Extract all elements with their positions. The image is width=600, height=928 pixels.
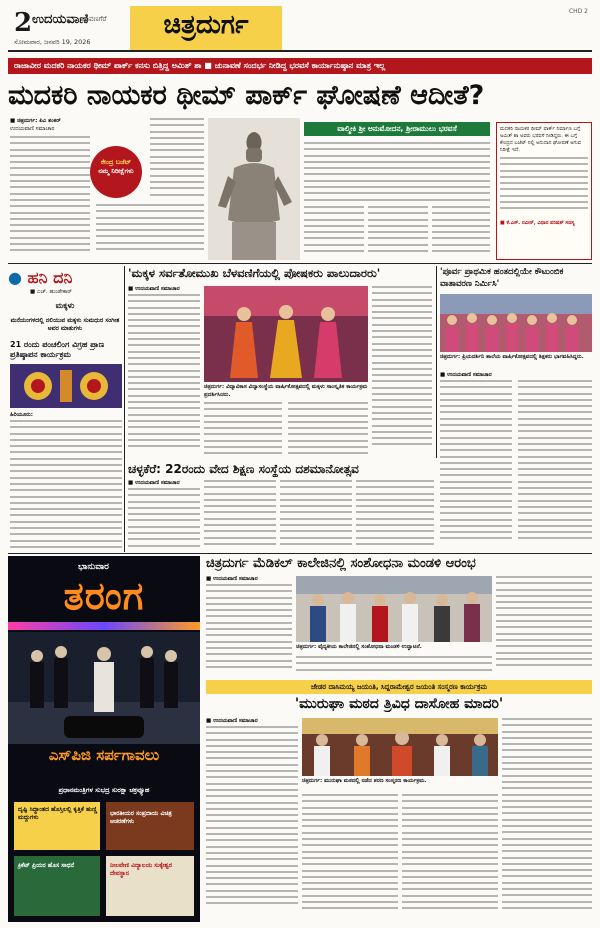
story2-col4	[372, 286, 432, 458]
story4-byline: ■ ಉದಯವಾಣಿ ಸಮಾಚಾರ	[128, 480, 180, 486]
story5-byline: ■ ಉದಯವಾಣಿ ಸಮಾಚಾರ	[206, 576, 258, 582]
drop-icon: ●	[8, 268, 22, 287]
story2-byline: ■ ಉದಯವಾಣಿ ಸಮಾಚಾರ	[128, 286, 180, 292]
statue-illustration	[208, 118, 300, 260]
story3-col2	[518, 380, 592, 548]
ad-title: ತರಂಗ	[63, 574, 145, 618]
main-byline: ■ ಚಿತ್ರದುರ್ಗ: ಪಿಎ ಶಂಕರ್	[10, 118, 61, 124]
ad-tile-2: ಭಾರತೀಯರ ಸಂಪ್ರದಾಯ ವಿಚಿತ್ರ ಆಚರಣೆಗಳು	[110, 810, 172, 825]
story3-caption: ಚಿತ್ರದುರ್ಗ: ಪ್ರಿಯದರ್ಶಿನಿ ಶಾಲೆಯ ವಾರ್ಷಿಕೋತ್ಸವದಲ್ಲಿ ಶಿಕ್ಷಕರು ಭಾಗವಹಿಸಿದ್ದರು.	[440, 354, 584, 360]
main-story-col2b	[150, 118, 204, 202]
ad-strip	[8, 622, 200, 630]
story6-col4	[502, 718, 592, 918]
main-headline: ಮದಕರಿ ನಾಯಕರ ಥೀಮ್ ಪಾರ್ಕ್ ಘೋಷಣೆ ಆದೀತೆ?	[8, 80, 485, 111]
story6-byline: ■ ಉದಯವಾಣಿ ಸಮಾಚಾರ	[206, 718, 258, 724]
page-header	[8, 6, 592, 52]
green-subhead-bar: ವಾಲ್ಮೀಕಿ ಶ್ರೀ ಅನುಮೋದನ, ಶ್ರೀರಾಮುಲು ಭರವಸೆ	[304, 122, 490, 136]
page-number: 2	[14, 8, 33, 38]
mutt-event-illustration	[302, 718, 498, 776]
honey-logo-a: ಹನಿ	[27, 268, 48, 287]
story5-title: ಚಿತ್ರದುರ್ಗ ಮೆಡಿಕಲ್ ಕಾಲೇಜಿನಲ್ಲಿ ಸಂಶೋಧನಾ ಮಂಡಳಿ ಆರಂಭ	[206, 556, 476, 571]
page-code: CHD 2	[568, 8, 588, 15]
story6-col1	[206, 726, 298, 918]
top-ticker: ರಾಜಾವೀರ ಮದಕರಿ ನಾಯಕರ ಥೀಮ್ ಪಾರ್ಕ್ ಕನಸು ಬಿತ್ತಿದ್ದ ಅಮಿತ್ ಶಾ ■ ಚುನಾವಣೆ ಸಂದರ್ಭ ನೀಡಿದ್ದ ಭರವಸೆ ಕಾರ್ಯಾನುಷ್ಠಾನ ಮಾತ್ರ ಇಲ್ಲ	[8, 58, 592, 74]
ad-photo	[8, 632, 200, 744]
ad-spg-title: ಎಸ್‌ಪಿಜಿ ಸರ್ಪಗಾವಲು	[48, 746, 160, 764]
divider-v2	[436, 266, 437, 458]
ad-tile-3: ಕ್ರಿಕೆಟ್ ಪ್ರಿಯರ ಹೊಸ ಸಾಧನೆ	[18, 862, 75, 869]
story6-banner: ಜೇಡರ ದಾಸಿಮಯ್ಯ ಜಯಂತಿ, ಸಿದ್ದರಾಮೇಶ್ವರ ಜಯಂತಿ ಸಂಸ್ಮರಣ ಕಾರ್ಯಕ್ರಮ	[206, 680, 592, 694]
story2-caption: ಚಿತ್ರದುರ್ಗ: ವಿದ್ಯಾವಿಕಾಸ ವಿದ್ಯಾಸಂಸ್ಥೆಯ ವಾರ್ಷಿಕೋತ್ಸವದಲ್ಲಿ ಮಕ್ಕಳು ಸಾಂಸ್ಕೃತಿಕ ಕಾರ್ಯಕ್ರಮ ಪ್ರದರ್ಶಿಸಿದರು.	[204, 384, 368, 398]
section-box	[130, 6, 282, 50]
dance-illustration	[204, 286, 368, 382]
story3-title: 'ಪೂರ್ವ ಪ್ರಾಥಮಿಕ ಹಂತದಲ್ಲಿಯೇ ಕೌಟುಂಬಿಕ ವಾತಾವರಣ ನಿರ್ಮಿಸಿ'	[440, 267, 564, 289]
budget-badge-line2: ನಮ್ಮ ನಿರೀಕ್ಷೆಗಳು	[98, 167, 134, 175]
story6-col3	[402, 794, 498, 918]
story3-byline: ■ ಉದಯವಾಣಿ ಸಮಾಚಾರ	[440, 372, 492, 378]
left-small-title: 21 ರಂದು ಪಂಚಲಿಂಗ ವಿಗ್ರಹ ಪ್ರಾಣ ಪ್ರತಿಷ್ಠಾಪನ ಕಾರ್ಯಕ್ರಮ	[10, 340, 105, 359]
story2-col2	[204, 402, 282, 458]
story6-title: 'ಮುರುಘಾ ಮಠದ ತ್ರಿವಿಧ ದಾಸೋಹ ಮಾದರಿ'	[294, 696, 504, 712]
quote-signature: ■ ಕೆ.ಎಸ್. ನವೀನ್, ವಿಧಾನ ಪರಿಷತ್ ಸದಸ್ಯ	[500, 220, 575, 226]
quote-text: ಮದಕರಿ ನಾಯಕರ ಥೀಮ್ ಪಾರ್ಕ್ ನಿರ್ಮಾಣ ಬಗ್ಗೆ ಅಮಿತ್ ಶಾ ಅವರು ಭರವಸೆ ನೀಡಿದ್ದರು. ಈ ಬಗ್ಗೆ ಕೇಂದ್ರದ ಬಜೆಟ್ ನಲ್ಲಿ ಅನುದಾನ ಘೋಷಣೆ ಆಗುವ ನಿರೀಕ್ಷೆ ಇದೆ.	[500, 126, 582, 153]
main-byline-2: ಉದಯವಾಣಿ ಸಮಾಚಾರ	[10, 126, 55, 132]
quote-sidebox	[496, 122, 592, 260]
story6-photo	[302, 718, 498, 776]
left-small-body	[10, 420, 122, 554]
temple-photo	[10, 364, 122, 408]
ad-tile-1: ದೃಷ್ಟಿ ಸಿದ್ಧಾಂತದ ಹೊಸ್ತಿಲಲ್ಲಿ ಕೃತ್ತಿಕೆ ಹುಣ್ಣಿ ಮದ್ದುಗಳು	[18, 806, 98, 821]
honey-logo	[8, 268, 122, 288]
medical-college-illustration	[296, 576, 492, 642]
story2-col3	[288, 402, 368, 458]
main-story-col2	[96, 204, 204, 258]
main-story-col6	[432, 206, 490, 260]
temple-illustration	[10, 364, 122, 408]
group-illustration	[440, 294, 592, 352]
ad-tile-4: ನೀಲವೇಣಿ ವಿದ್ಯಾಲಯ ಸುಕ್ಕೇಶ್ವರ ದೇವಸ್ಥಾನ	[110, 862, 173, 877]
taranga-advert	[8, 556, 200, 922]
ad-spg-caption: ಪ್ರಧಾನಮಂತ್ರಿಗಳ ಸುಭದ್ರ ಸುರಕ್ಷಾ ಚಕ್ರವ್ಯೂಹ	[58, 786, 150, 794]
honey-poem-title: ಮಕ್ಕಳು	[55, 301, 75, 310]
story6-caption: ಚಿತ್ರದುರ್ಗ: ಮುರುಘಾ ಮಠದಲ್ಲಿ ನಡೆದ ಶರಣ ಸಂಸ್ಮರಣ ಕಾರ್ಯಕ್ರಮ.	[302, 778, 427, 784]
masthead: ಉದಯವಾಣಿ	[32, 12, 89, 27]
story3-photo	[440, 294, 592, 352]
story5-caption: ಚಿತ್ರದುರ್ಗ: ವೈದ್ಯಕೀಯ ಕಾಲೇಜಿನಲ್ಲಿ ಸಂಶೋಧನಾ ಮಂಡಳಿ ಉದ್ಘಾಟನೆ.	[296, 644, 422, 650]
story4-col1	[128, 488, 200, 550]
honey-author: ■ ಎಚ್. ಹುಂಡೇಕಾರ್	[30, 289, 72, 295]
honey-logo-b: ದನಿ	[53, 268, 73, 287]
story2-col1	[128, 294, 200, 458]
budget-badge	[90, 146, 142, 198]
story5-col1	[206, 584, 292, 676]
divider-2	[8, 553, 592, 554]
honey-poem: ಮನೆಯಂಗಳದಲ್ಲಿ ನಲಿಯುವ ಮಕ್ಕಳು ಸುಮಧುರ ಸಂಗೀತ ಅವರ ಮಾತುಗಳು	[10, 316, 120, 332]
edition-label: ದಾವಣಗೆರೆ	[82, 15, 107, 23]
story5-photo	[296, 576, 492, 642]
main-story-col4	[304, 206, 364, 260]
divider-v1	[124, 266, 125, 552]
story5-col3	[496, 576, 592, 676]
story5-col2	[296, 656, 492, 676]
dateline: ಸೋಮವಾರ, ಜನವರಿ 19, 2026	[14, 38, 91, 46]
quote-lines	[500, 157, 588, 217]
color-registration-marks	[8, 922, 592, 928]
story2-photo	[204, 286, 368, 382]
main-story-col5	[368, 206, 428, 260]
section-title: ಚಿತ್ರದುರ್ಗ	[163, 10, 249, 40]
story3-col1	[440, 380, 512, 548]
budget-badge-line1: ಕೇಂದ್ರ ಬಜೆಟ್	[100, 158, 132, 166]
main-story-col1	[10, 136, 90, 258]
story4-col3	[280, 480, 352, 550]
story6-col2	[302, 794, 398, 918]
left-small-place: ಹಿರಿಯೂರು:	[10, 412, 33, 418]
story4-col4	[356, 480, 434, 550]
main-story-col3	[304, 142, 490, 202]
ad-brand: ಭಾನುವಾರ	[78, 562, 109, 572]
story2-title: 'ಮಕ್ಕಳ ಸರ್ವತೋಮುಖ ಬೆಳವಣಿಗೆಯಲ್ಲಿ ಪೋಷಕರು ಪಾಲುದಾರರು'	[128, 266, 381, 280]
divider-1	[8, 263, 592, 264]
statue-photo	[208, 118, 300, 260]
story4-title: ಚಳ್ಳಕೆರೆ: 22ರಂದು ವೇದ ಶಿಕ್ಷಣ ಸಂಸ್ಥೆಯ ದಶಮಾನೋತ್ಸವ	[128, 462, 359, 476]
story4-col2	[204, 480, 276, 550]
